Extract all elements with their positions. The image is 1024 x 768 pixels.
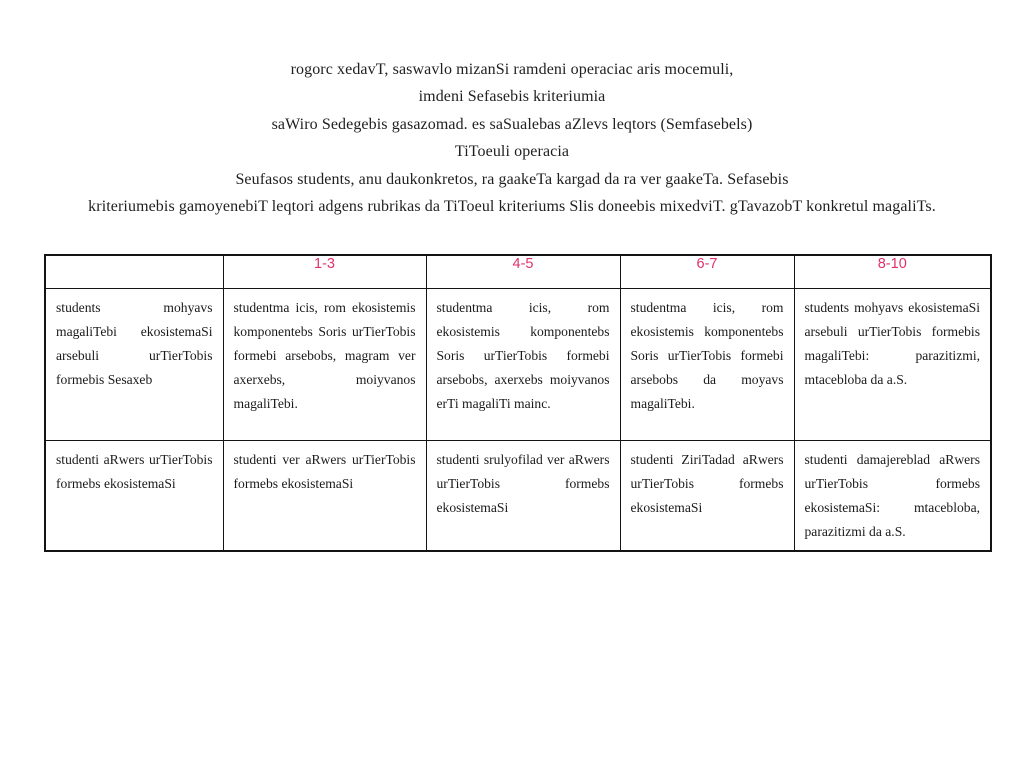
header-cell-criteria: [45, 255, 223, 288]
table-cell-r2-score-6-7: studenti ZiriTadad aRwers urTierTobis formebs ekosistemaSi: [620, 440, 794, 551]
table-cell-r1-score-4-5: studentma icis, rom ekosistemis komponentebs Soris urTierTobis formebi arsebobs, axerxebs moiyvanos erTi magaliTi mainc.: [426, 288, 620, 440]
intro-line-6: kriteriumebis gamoyenebiT leqtori adgens rubrikas da TiToeul kriteriums Slis doneebis mixedviT. gTavazobT konkretul magaliTs.: [88, 198, 936, 216]
table-cell-r1-score-6-7: studentma icis, rom ekosistemis komponentebs Soris urTierTobis formebi arsebobs da moyavs magaliTebi.: [620, 288, 794, 440]
table-cell-r2-score-1-3: studenti ver aRwers urTierTobis formebs ekosistemaSi: [223, 440, 426, 551]
intro-line-1: rogorc xedavT, saswavlo mizanSi ramdeni operaciac aris mocemuli,: [290, 61, 734, 78]
table-row-criterion-1: [45, 288, 991, 440]
intro-line-5: Seufasos students, anu daukonkretos, ra gaakeTa kargad da ra ver gaakeTa. Sefasebis: [235, 170, 789, 188]
rubric-table: [44, 254, 992, 552]
intro-line-2: imdeni Sefasebis kriteriumia: [418, 88, 606, 106]
table-cell-r2-score-8-10: studenti damajereblad aRwers urTierTobis formebs ekosistemaSi: mtacebloba, parazitizmi da a.S.: [794, 440, 991, 551]
table-cell-r1-criteria: students mohyavs magaliTebi ekosistemaSi arsebuli urTierTobis formebis Sesaxeb: [45, 288, 223, 440]
table-cell-r1-score-8-10: students mohyavs ekosistemaSi arsebuli urTierTobis formebis magaliTebi: parazitizmi, mtacebloba da a.S.: [794, 288, 991, 440]
table-cell-r1-score-1-3: studentma icis, rom ekosistemis komponentebs Soris urTierTobis formebi arsebobs, magram ver axerxebs, moiyvanos magaliTebi.: [223, 288, 426, 440]
table-cell-r2-score-4-5: studenti srulyofilad ver aRwers urTierTobis formebs ekosistemaSi: [426, 440, 620, 551]
header-cell-score-1-3: 1-3: [223, 255, 426, 288]
intro-line-4: TiToeuli operacia: [454, 143, 570, 161]
table-row-criterion-2: [45, 440, 991, 551]
header-cell-score-6-7: 6-7: [620, 255, 794, 288]
table-header-row: [45, 255, 991, 288]
header-cell-score-8-10: 8-10: [794, 255, 991, 288]
intro-paragraph: [0, 0, 1024, 220]
table-cell-r2-criteria: studenti aRwers urTierTobis formebs ekosistemaSi: [45, 440, 223, 551]
header-cell-score-4-5: 4-5: [426, 255, 620, 288]
intro-line-3: saWiro Sedegebis gasazomad. es saSualebas aZlevs leqtors (Semfasebels): [271, 115, 753, 133]
